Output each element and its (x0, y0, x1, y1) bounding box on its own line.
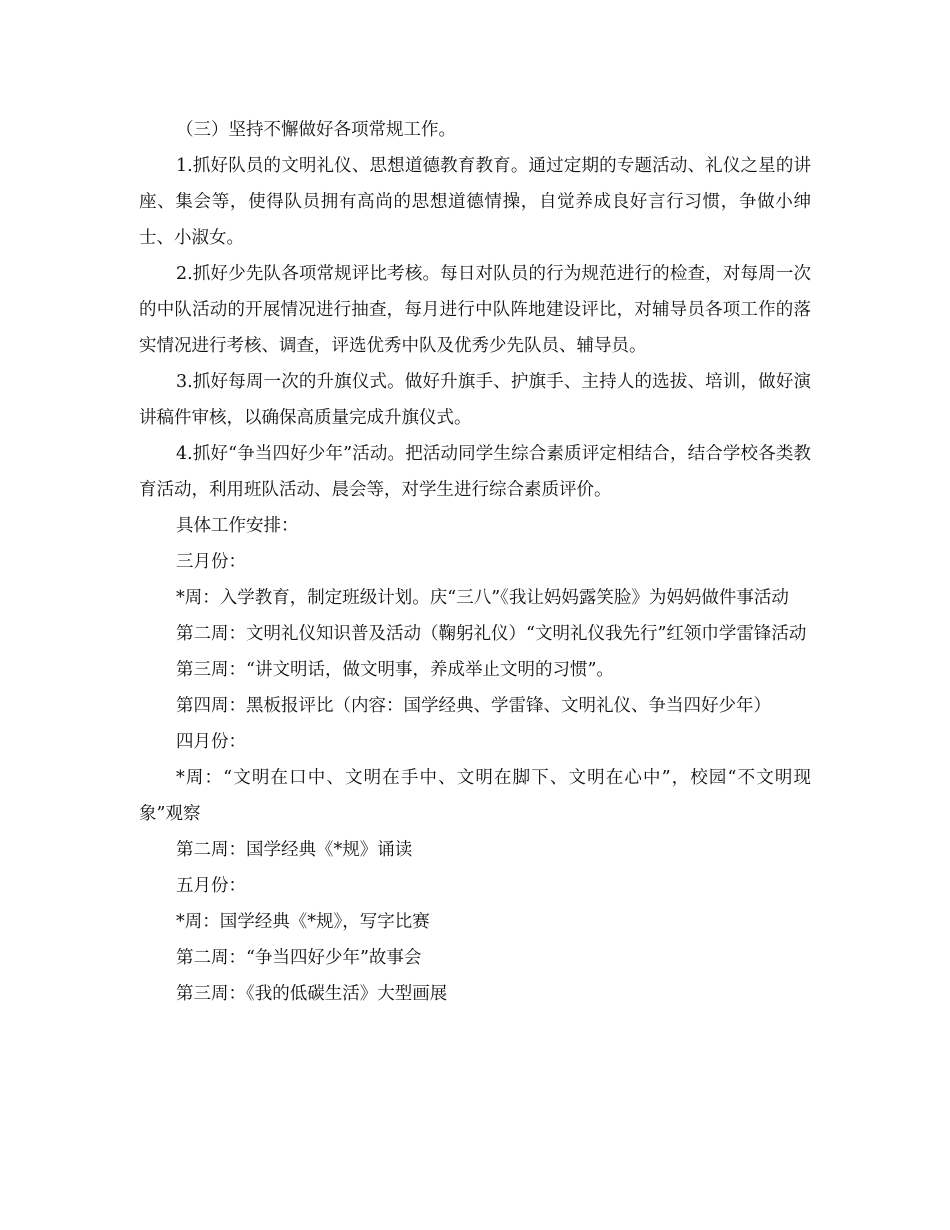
schedule-line: 第三周：“讲文明话，做文明事，养成举止文明的习惯”。 (176, 660, 614, 680)
schedule-line: 第二周：“争当四好少年”故事会 (176, 948, 422, 968)
schedule-line: *周：国学经典《*规》，写字比赛 (176, 912, 430, 932)
schedule-line: *周：“文明在口中、文明在手中、文明在脚下、文明在心中”，校园“不文明现象”观察 (139, 768, 811, 824)
paragraph-item-4: 4.抓好“争当四好少年”活动。把活动同学生综合素质评定相结合，结合学校各类教育活动，利用班队活动、晨会等，对学生进行综合素质评价。 (139, 444, 811, 500)
paragraph-item-3: 3.抓好每周一次的升旗仪式。做好升旗手、护旗手、主持人的选拔、培训，做好演讲稿件审核，以确保高质量完成升旗仪式。 (139, 372, 811, 428)
schedule-line: 第四周：黑板报评比（内容：国学经典、学雷锋、文明礼仪、争当四好少年） (176, 696, 771, 716)
month-heading-may: 五月份： (176, 876, 246, 896)
paragraph-item-2: 2.抓好少先队各项常规评比考核。每日对队员的行为规范进行的检查，对每周一次的中队活动的开展情况进行抽查，每月进行中队阵地建设评比，对辅导员各项工作的落实情况进行考核、调查，评选优秀中队及优秀少先队员、辅导员。 (139, 264, 811, 356)
document-body (139, 112, 811, 1012)
schedule-heading: 具体工作安排： (176, 516, 299, 536)
schedule-line: *周：入学教育，制定班级计划。庆“三八”《我让妈妈露笑脸》为妈妈做件事活动 (176, 588, 789, 608)
section-heading: （三）坚持不懈做好各项常规工作。 (176, 120, 456, 140)
schedule-line: 第二周：文明礼仪知识普及活动（鞠躬礼仪）“文明礼仪我先行”红领巾学雷锋活动 (176, 624, 807, 644)
month-heading-march: 三月份： (176, 552, 246, 572)
schedule-line: 第二周：国学经典《*规》诵读 (176, 840, 413, 860)
month-heading-april: 四月份： (176, 732, 246, 752)
schedule-line: 第三周：《我的低碳生活》大型画展 (176, 984, 448, 1004)
paragraph-item-1: 1.抓好队员的文明礼仪、思想道德教育教育。通过定期的专题活动、礼仪之星的讲座、集会等，使得队员拥有高尚的思想道德情操，自觉养成良好言行习惯，争做小绅士、小淑女。 (139, 156, 811, 248)
